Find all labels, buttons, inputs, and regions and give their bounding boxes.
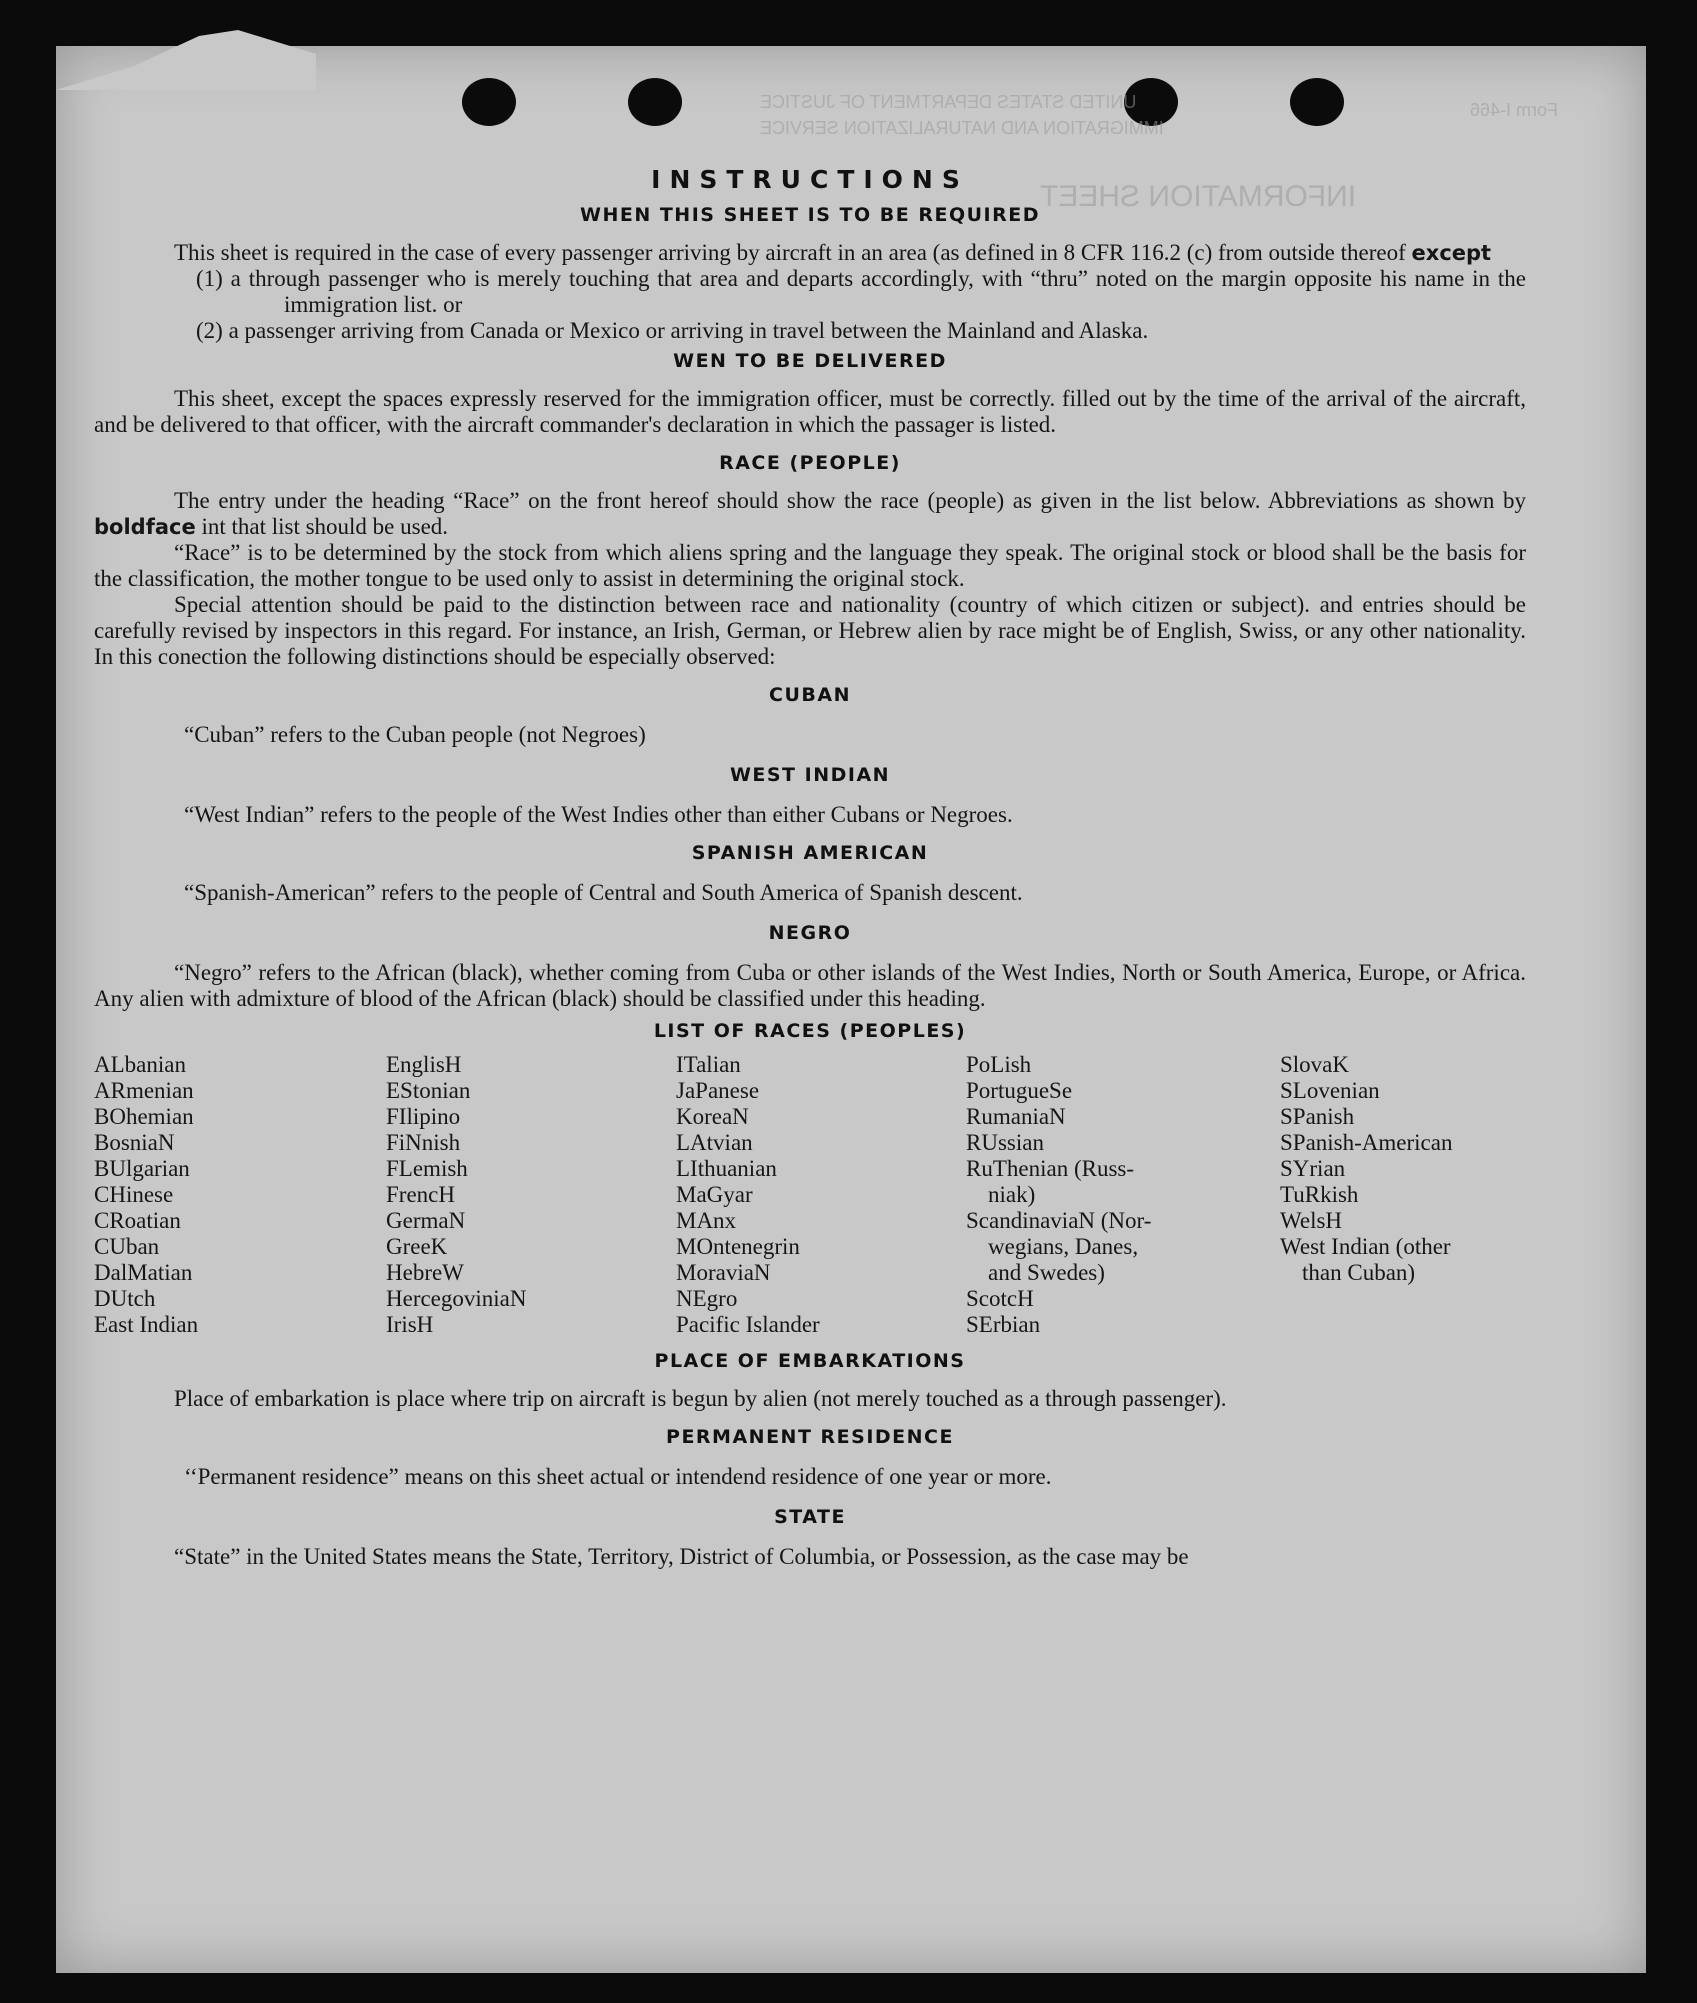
punch-hole bbox=[462, 78, 516, 126]
race-entry: JaPanese bbox=[676, 1078, 760, 1103]
race-entry: KoreaN bbox=[676, 1104, 749, 1129]
bleed-through-service: IMMIGRATION AND NATURALIZATION SERVICE bbox=[760, 118, 1164, 138]
race-entry: SYrian bbox=[1280, 1156, 1346, 1181]
race-entry: BOhemian bbox=[94, 1104, 194, 1129]
punch-hole bbox=[628, 78, 682, 126]
race-entry: DUtch bbox=[94, 1286, 156, 1311]
section-heading-state: STATE bbox=[774, 1506, 846, 1528]
races-column-4 bbox=[966, 1052, 1280, 1338]
race-entry: ScotcH bbox=[966, 1286, 1034, 1311]
state-paragraph: “State” in the United States means the State, Territory, District of Columbia, or Possession, as the case may be bbox=[174, 1544, 1189, 1569]
races-list bbox=[94, 1052, 1526, 1338]
race-entry: HercegoviniaN bbox=[386, 1286, 527, 1311]
section-heading-required: WHEN THIS SHEET IS TO BE REQUIRED bbox=[579, 204, 1040, 226]
race-entry: ScandinaviaN (Nor- bbox=[966, 1208, 1152, 1233]
race-entry: ITalian bbox=[676, 1052, 741, 1077]
race-entry: BUlgarian bbox=[94, 1156, 190, 1181]
race-entry: EStonian bbox=[386, 1078, 471, 1103]
race-entry: FIlipino bbox=[386, 1104, 461, 1129]
races-column-2 bbox=[386, 1052, 676, 1338]
section-heading-delivered: WEN TO BE DELIVERED bbox=[673, 350, 947, 372]
race-entry: FrencH bbox=[386, 1182, 455, 1207]
race-entry: WelsH bbox=[1280, 1208, 1343, 1233]
race-entry: RuThenian (Russ- bbox=[966, 1156, 1135, 1181]
race-entry: TuRkish bbox=[1280, 1182, 1359, 1207]
punch-hole bbox=[1290, 78, 1344, 126]
race-entry: PortugueSe bbox=[966, 1078, 1073, 1103]
race-entry: LIthuanian bbox=[676, 1156, 777, 1181]
race-entry: RumaniaN bbox=[966, 1104, 1066, 1129]
required-paragraph: This sheet is required in the case of every passenger arriving by aircraft in an area (as defined in 8 CFR 116.2 (c) from outside thereof except bbox=[174, 240, 1492, 265]
races-column-3 bbox=[676, 1052, 966, 1338]
race-entry: SPanish bbox=[1280, 1104, 1355, 1129]
race-entry: CRoatian bbox=[94, 1208, 181, 1233]
race-entry: East Indian bbox=[94, 1312, 199, 1337]
race-entry: MoraviaN bbox=[676, 1260, 771, 1285]
race-entry: CHinese bbox=[94, 1182, 174, 1207]
race-entry: ALbanian bbox=[94, 1052, 186, 1077]
race-paragraph-2: “Race” is to be determined by the stock from which aliens spring and the language they speak. The original stock or blood shall be the basis for the classification, the mother tongue to be used only to assist in determining the original stock. bbox=[94, 540, 1526, 591]
race-entry: SlovaK bbox=[1280, 1052, 1349, 1077]
embarkation-paragraph: Place of embarkation is place where trip on aircraft is begun by alien (not merely touched as a through passenger). bbox=[174, 1386, 1227, 1411]
race-entry: FLemish bbox=[386, 1156, 468, 1181]
cuban-paragraph: “Cuban” refers to the Cuban people (not Negroes) bbox=[184, 722, 646, 747]
required-item-1: (1) a through passenger who is merely touching that area and departs accordingly, with “thru” noted on the margin opposite his name in the immigration list. or bbox=[196, 266, 1526, 317]
section-heading-residence: PERMANENT RESIDENCE bbox=[666, 1426, 954, 1448]
race-entry: SLovenian bbox=[1280, 1078, 1380, 1103]
race-paragraph-3: Special attention should be paid to the distinction between race and nationality (country of which citizen or subject). and entries should be carefully revised by inspectors in this regard. For instance, an Irish, German, or Hebrew alien by race might be of English, Swiss, or any other nationality. In this conection the following distinctions should be especially observed: bbox=[94, 592, 1526, 669]
race-entry: GermaN bbox=[386, 1208, 466, 1233]
section-heading-spanish-american: SPANISH AMERICAN bbox=[691, 842, 929, 864]
negro-paragraph: “Negro” refers to the African (black), whether coming from Cuba or other islands of the West Indies, North or South America, Europe, or Africa. Any alien with admixture of blood of the African (black) should be classified under this heading. bbox=[94, 960, 1526, 1011]
section-heading-cuban: CUBAN bbox=[769, 684, 851, 706]
race-entry-continuation: niak) bbox=[988, 1182, 1036, 1207]
bleed-through-sheet: INFORMATION SHEET bbox=[1040, 180, 1357, 213]
bleed-through-form: Form I-466 bbox=[1470, 100, 1559, 120]
race-entry: PoLish bbox=[966, 1052, 1032, 1077]
race-entry: FiNnish bbox=[386, 1130, 461, 1155]
section-heading-race: RACE (PEOPLE) bbox=[719, 452, 901, 474]
race-entry: MAnx bbox=[676, 1208, 737, 1233]
section-heading-negro: NEGRO bbox=[768, 922, 852, 944]
race-entry-continuation: and Swedes) bbox=[988, 1260, 1105, 1285]
race-paragraph-1: The entry under the heading “Race” on the front hereof should show the race (people) as given in the list below. Abbreviations as shown by boldface int that list should be used. bbox=[94, 488, 1526, 539]
race-entry: LAtvian bbox=[676, 1130, 753, 1155]
race-entry: SPanish-American bbox=[1280, 1130, 1453, 1155]
race-entry-continuation: than Cuban) bbox=[1302, 1260, 1416, 1285]
race-entry: RUssian bbox=[966, 1130, 1044, 1155]
race-entry: MaGyar bbox=[676, 1182, 753, 1207]
race-entry: SErbian bbox=[966, 1312, 1041, 1337]
bleed-through-dept: UNITED STATES DEPARTMENT OF JUSTICE bbox=[760, 92, 1137, 112]
races-column-1 bbox=[94, 1052, 386, 1338]
race-entry: West Indian (other bbox=[1280, 1234, 1451, 1259]
section-heading-west-indian: WEST INDIAN bbox=[729, 764, 891, 786]
race-entry: EnglisH bbox=[386, 1052, 462, 1077]
required-item-2: (2) a passenger arriving from Canada or Mexico or arriving in travel between the Mainland and Alaska. bbox=[196, 318, 1149, 343]
race-entry: HebreW bbox=[386, 1260, 464, 1285]
race-entry-continuation: wegians, Danes, bbox=[988, 1234, 1139, 1259]
race-entry: ARmenian bbox=[94, 1078, 194, 1103]
race-entry: IrisH bbox=[386, 1312, 434, 1337]
residence-paragraph: ‘‘Permanent residence” means on this sheet actual or intendend residence of one year or more. bbox=[184, 1464, 1052, 1489]
races-column-5 bbox=[1280, 1052, 1520, 1338]
west-indian-paragraph: “West Indian” refers to the people of the West Indies other than either Cubans or Negroes. bbox=[184, 802, 1013, 827]
delivered-paragraph: This sheet, except the spaces expressly reserved for the immigration officer, must be correctly. filled out by the time of the arrival of the aircraft, and be delivered to that officer, with the aircraft commander's declaration in which the passager is listed. bbox=[94, 386, 1526, 437]
race-entry: NEgro bbox=[676, 1286, 738, 1311]
race-entry: Pacific Islander bbox=[676, 1312, 820, 1337]
race-entry: GreeK bbox=[386, 1234, 448, 1259]
section-heading-list-of-races: LIST OF RACES (PEOPLES) bbox=[653, 1020, 967, 1042]
spanish-american-paragraph: “Spanish-American” refers to the people of Central and South America of Spanish descent. bbox=[184, 880, 1023, 905]
race-entry: MOntenegrin bbox=[676, 1234, 800, 1259]
section-heading-embarkation: PLACE OF EMBARKATIONS bbox=[654, 1350, 966, 1372]
race-entry: CUban bbox=[94, 1234, 160, 1259]
race-entry: BosniaN bbox=[94, 1130, 175, 1155]
page-title: INSTRUCTIONS bbox=[651, 165, 969, 194]
race-entry: DalMatian bbox=[94, 1260, 193, 1285]
instructions-content bbox=[94, 165, 1526, 1570]
